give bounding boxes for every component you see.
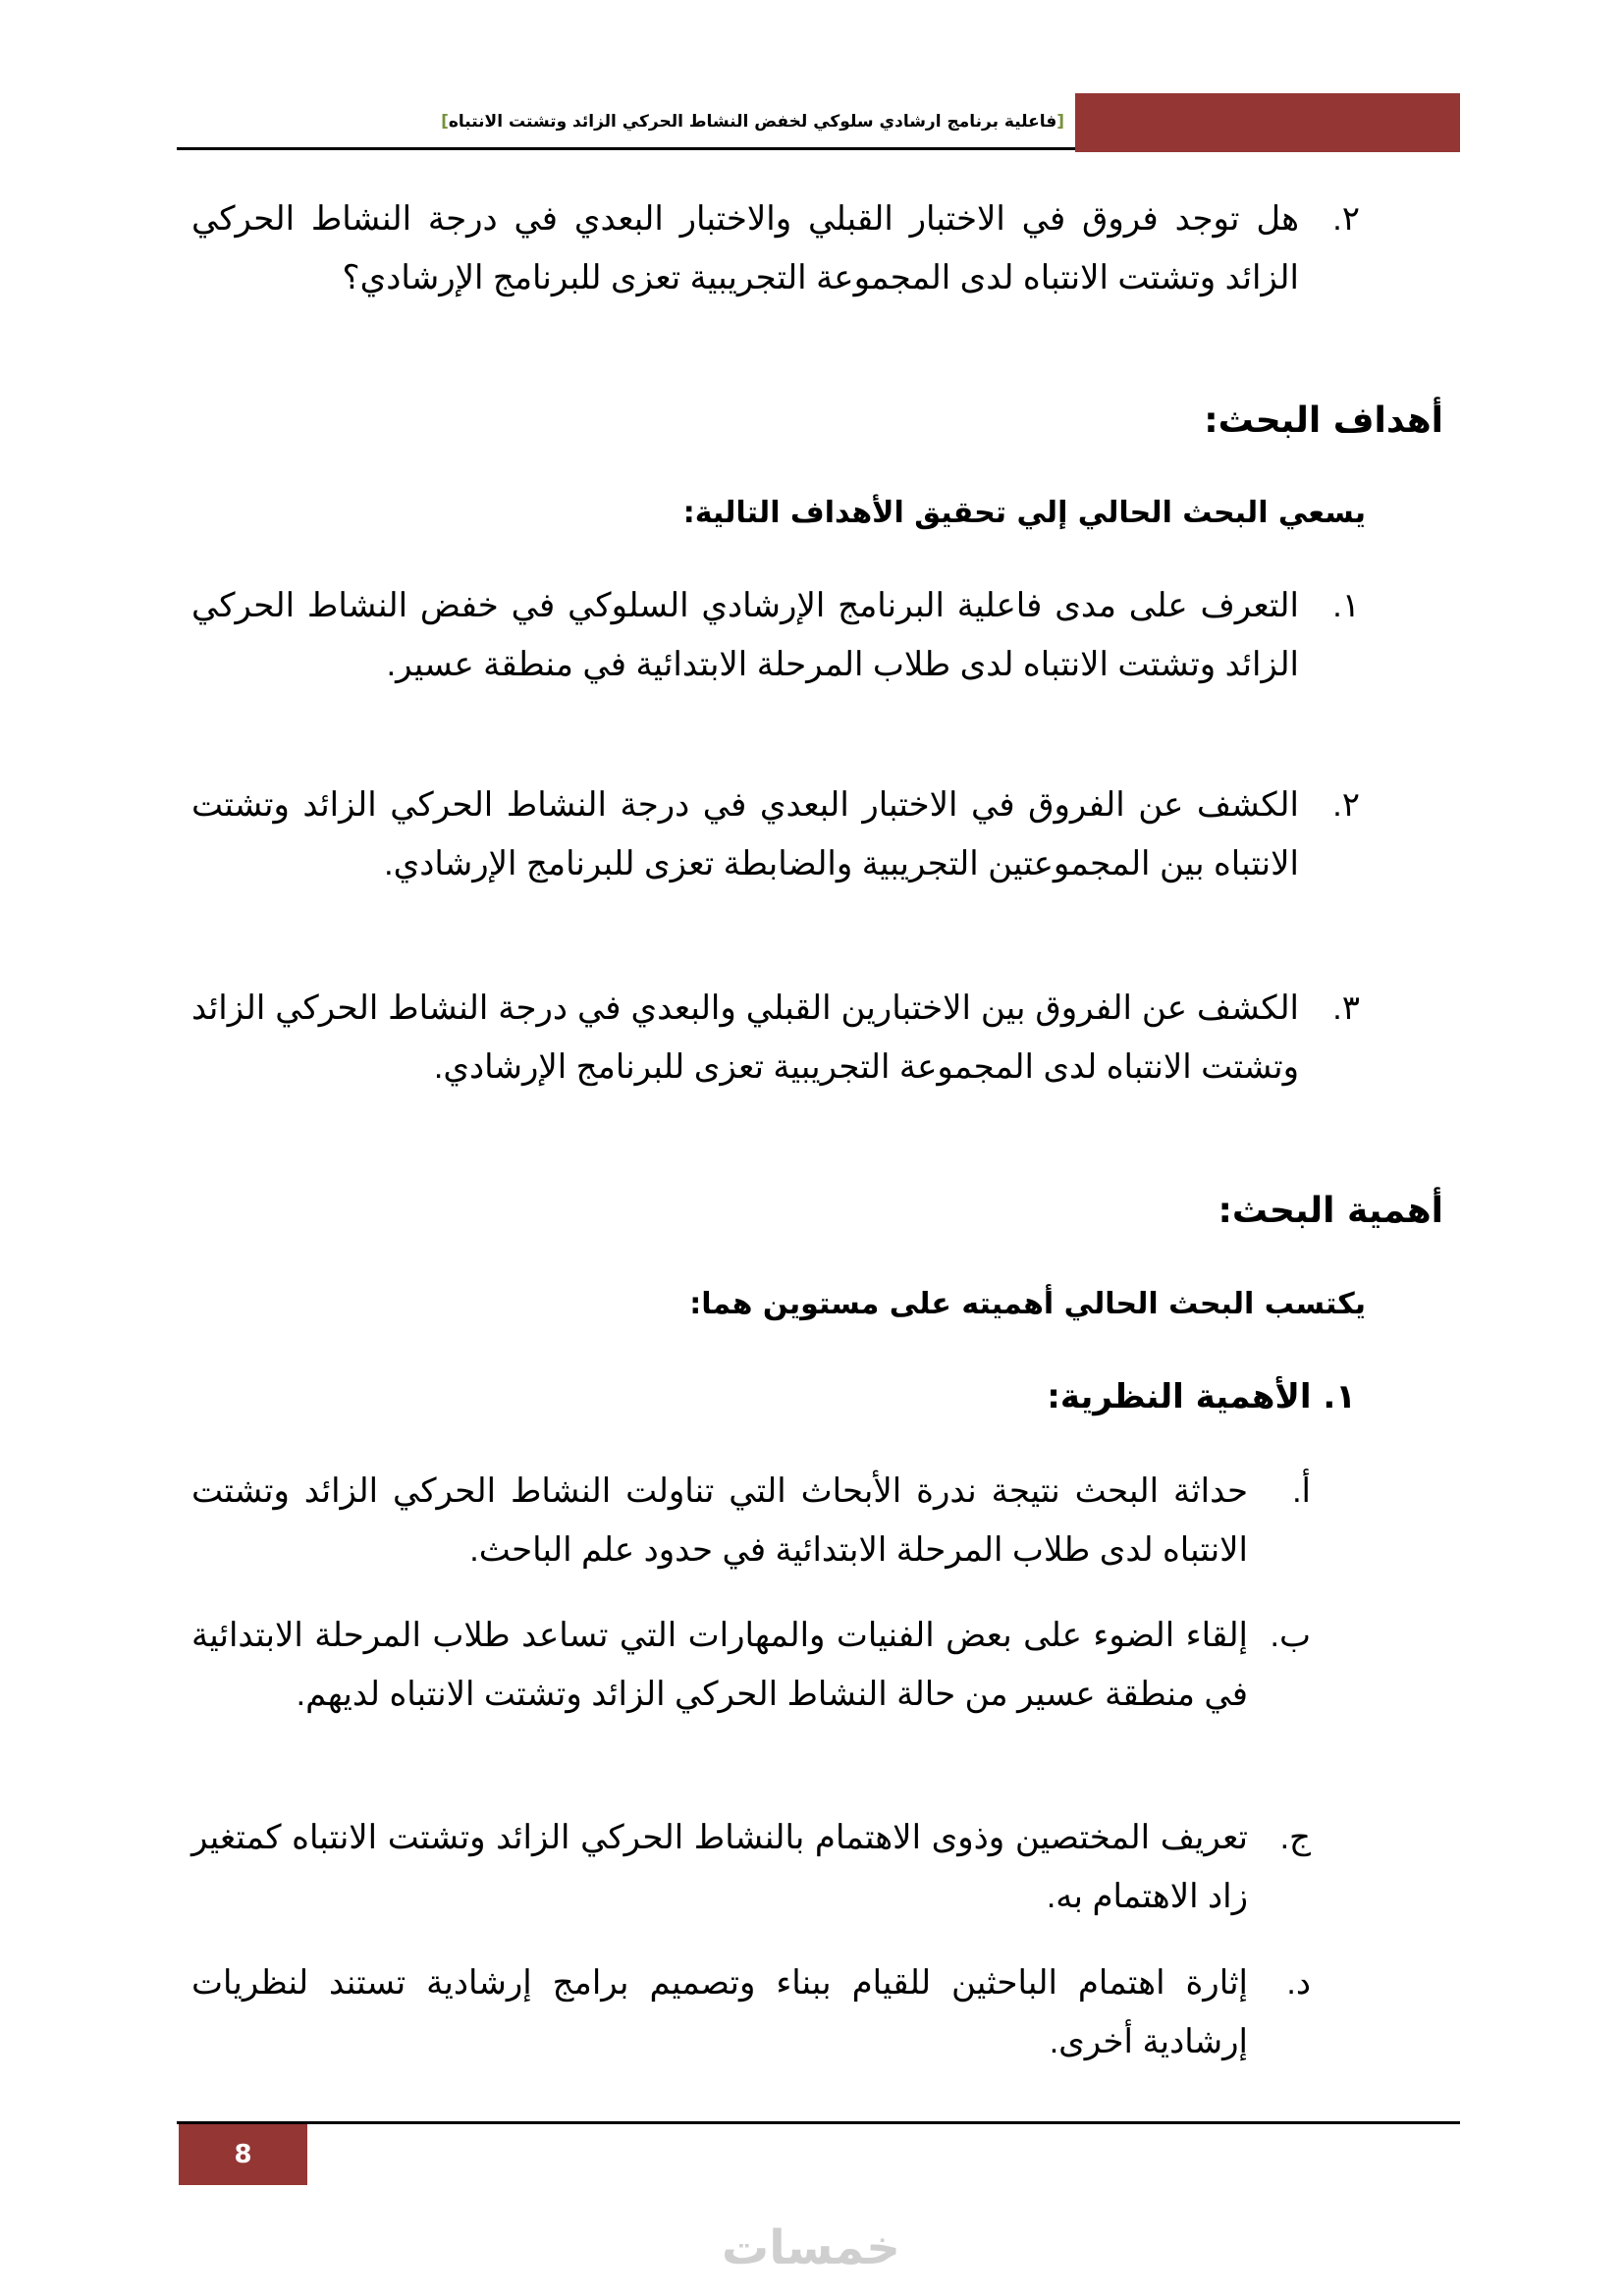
list-text: التعرف على مدى فاعلية البرنامج الإرشادي السلوكي في خفض النشاط الحركي الزائد وتشتت الانتباه لدى طلاب المرحلة الابتدائية في منطقة عسير.: [191, 587, 1299, 683]
goal-item: [191, 979, 1360, 1096]
list-number: ب.: [1270, 1617, 1311, 1654]
header-accent-block: [1075, 93, 1460, 152]
footer-rule: [177, 2121, 1460, 2124]
goals-intro: يسعي البحث الحالي إلي تحقيق الأهداف التالية:: [682, 496, 1366, 530]
header-rule: [177, 147, 1075, 150]
watermark-logo: خمسات: [722, 2220, 900, 2275]
goal-item: [191, 775, 1360, 893]
section-heading-importance: أهمية البحث:: [1218, 1191, 1443, 1231]
list-number: أ.: [1292, 1472, 1311, 1510]
page-number: 8: [179, 2124, 307, 2185]
list-number: ١.: [1332, 587, 1360, 624]
list-number: ٣.: [1332, 989, 1360, 1027]
importance-intro: يكتسب البحث الحالي أهميته على مستوين هما:: [689, 1287, 1366, 1321]
list-text: إلقاء الضوء على بعض الفنيات والمهارات التي تساعد طلاب المرحلة الابتدائية في منطقة عسير من حالة النشاط الحركي الزائد وتشتت الانتباه لديهم.: [191, 1617, 1248, 1713]
running-header: [فاعلية برنامج ارشادي سلوكي لخفض النشاط الحركي الزائد وتشتت الانتباه]: [441, 112, 1064, 132]
list-text: تعريف المختصين وذوى الاهتمام بالنشاط الحركي الزائد وتشتت الانتباه كمتغير زاد الاهتمام به.: [191, 1819, 1248, 1915]
running-header-title: فاعلية برنامج ارشادي سلوكي لخفض النشاط الحركي الزائد وتشتت الانتباه: [448, 112, 1057, 132]
theoretical-importance-heading: ١. الأهمية النظرية:: [1047, 1377, 1356, 1416]
goal-item: [191, 576, 1360, 694]
list-text: إثارة اهتمام الباحثين للقيام ببناء وتصميم برامج إرشادية تستند لنظريات إرشادية أخرى.: [191, 1964, 1248, 2060]
section-heading-goals: أهداف البحث:: [1204, 400, 1443, 441]
list-text: حداثة البحث نتيجة ندرة الأبحاث التي تناولت النشاط الحركي الزائد وتشتت الانتباه لدى طلاب المرحلة الابتدائية في حدود علم الباحث.: [191, 1472, 1248, 1569]
list-text: هل توجد فروق في الاختبار القبلي والاختبار البعدي في درجة النشاط الحركي الزائد وتشتت الانتباه لدى المجموعة التجريبية تعزى للبرنامج الإرشادي؟: [191, 200, 1299, 296]
list-number: د.: [1286, 1964, 1311, 2002]
importance-item: [191, 1462, 1311, 1579]
importance-item: [191, 1953, 1311, 2071]
list-number: ج.: [1279, 1819, 1311, 1856]
list-number: ٢.: [1332, 200, 1360, 238]
research-question-2: [191, 189, 1360, 307]
list-text: الكشف عن الفروق بين الاختبارين القبلي والبعدي في درجة النشاط الحركي الزائد وتشتت الانتباه لدى المجموعة التجريبية تعزى للبرنامج الإرشادي.: [191, 989, 1299, 1086]
list-number: ٢.: [1332, 786, 1360, 824]
importance-item: [191, 1808, 1311, 1926]
list-text: الكشف عن الفروق في الاختبار البعدي في درجة النشاط الحركي الزائد وتشتت الانتباه بين المجموعتين التجريبية والضابطة تعزى للبرنامج الإرشادي.: [191, 786, 1299, 882]
importance-item: [191, 1606, 1311, 1724]
